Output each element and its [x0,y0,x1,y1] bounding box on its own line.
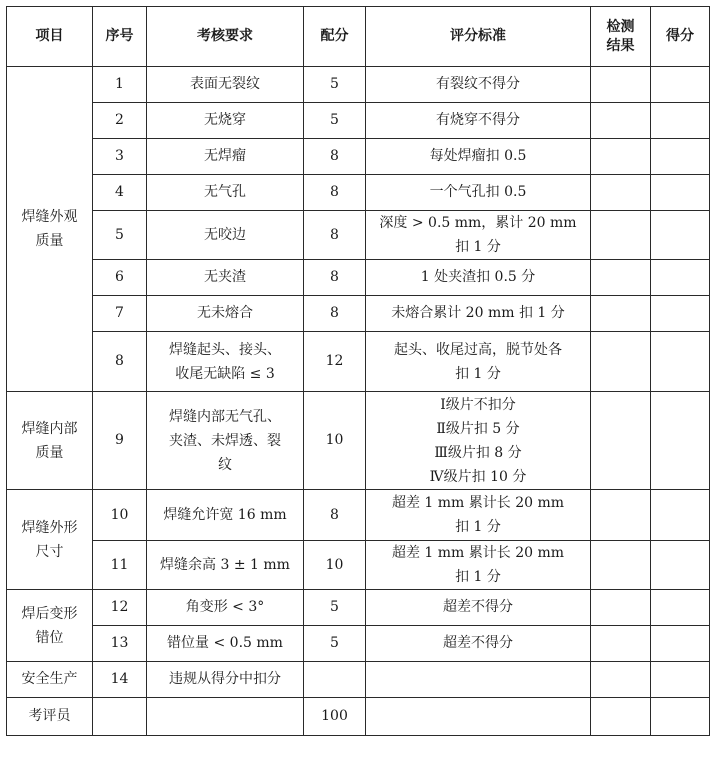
examiner-row [7,698,710,736]
obtained-cell[interactable] [651,67,710,103]
header-no: 序号 [93,7,147,67]
result-cell[interactable] [591,392,651,490]
scoring-table [6,6,710,736]
row-score: 8 [304,175,366,211]
group-safety: 安全生产 [7,662,93,698]
row-criteria: 有裂纹不得分 [366,67,591,103]
row-score: 5 [304,67,366,103]
result-cell[interactable] [591,626,651,662]
row-criteria: 超差不得分 [366,590,591,626]
table-row [7,662,710,698]
row-score: 8 [304,296,366,332]
obtained-cell[interactable] [651,662,710,698]
row-criteria [366,662,591,698]
table-row [7,67,710,103]
result-cell[interactable] [591,296,651,332]
row-no: 4 [93,175,147,211]
row-no: 6 [93,260,147,296]
obtained-cell[interactable] [651,392,710,490]
table-row [7,332,710,392]
row-criteria: 每处焊瘤扣 0.5 [366,139,591,175]
result-cell[interactable] [591,332,651,392]
row-requirement: 焊缝余高 3 ± 1 mm [147,541,304,590]
obtained-cell[interactable] [651,541,710,590]
obtained-cell[interactable] [651,590,710,626]
row-requirement: 焊缝允许宽 16 mm [147,490,304,541]
result-cell[interactable] [591,260,651,296]
total-score: 100 [304,698,366,736]
examiner-no-cell[interactable] [93,698,147,736]
table-row [7,392,710,490]
row-requirement: 错位量 < 0.5 mm [147,626,304,662]
header-score: 配分 [304,7,366,67]
header-obtained: 得分 [651,7,710,67]
group-internal: 焊缝内部 质量 [7,392,93,490]
row-criteria: 未熔合累计 20 mm 扣 1 分 [366,296,591,332]
header-item: 项目 [7,7,93,67]
row-requirement: 无焊瘤 [147,139,304,175]
header-result: 检测 结果 [591,7,651,67]
row-requirement: 违规从得分中扣分 [147,662,304,698]
row-score: 8 [304,139,366,175]
row-no: 12 [93,590,147,626]
obtained-cell[interactable] [651,626,710,662]
header-criteria: 评分标准 [366,7,591,67]
row-requirement: 无未熔合 [147,296,304,332]
row-no: 1 [93,67,147,103]
row-score [304,662,366,698]
table-row [7,139,710,175]
row-criteria: Ⅰ级片不扣分 Ⅱ级片扣 5 分 Ⅲ级片扣 8 分 Ⅳ级片扣 10 分 [366,392,591,490]
group-appearance: 焊缝外观 质量 [7,67,93,392]
obtained-cell[interactable] [651,296,710,332]
obtained-cell[interactable] [651,139,710,175]
row-criteria: 超差 1 mm 累计长 20 mm 扣 1 分 [366,541,591,590]
row-score: 8 [304,211,366,260]
row-criteria: 有烧穿不得分 [366,103,591,139]
examiner-requirement-cell[interactable] [147,698,304,736]
row-requirement: 无烧穿 [147,103,304,139]
row-no: 11 [93,541,147,590]
row-no: 14 [93,662,147,698]
result-cell[interactable] [591,662,651,698]
row-no: 7 [93,296,147,332]
table-row [7,590,710,626]
result-cell[interactable] [591,67,651,103]
row-criteria: 起头、收尾过高，脱节处各 扣 1 分 [366,332,591,392]
row-requirement: 无咬边 [147,211,304,260]
row-requirement: 表面无裂纹 [147,67,304,103]
result-cell[interactable] [591,103,651,139]
obtained-cell[interactable] [651,103,710,139]
result-cell[interactable] [591,175,651,211]
row-no: 8 [93,332,147,392]
group-shape: 焊缝外形 尺寸 [7,490,93,590]
row-score: 10 [304,541,366,590]
header-row [7,7,710,67]
row-no: 9 [93,392,147,490]
row-score: 10 [304,392,366,490]
table-row [7,541,710,590]
row-requirement: 角变形 < 3° [147,590,304,626]
row-criteria: 1 处夹渣扣 0.5 分 [366,260,591,296]
row-criteria: 一个气孔扣 0.5 [366,175,591,211]
row-score: 5 [304,590,366,626]
result-cell[interactable] [591,590,651,626]
row-requirement: 无气孔 [147,175,304,211]
obtained-cell[interactable] [651,260,710,296]
obtained-cell[interactable] [651,490,710,541]
table-row [7,490,710,541]
row-requirement: 焊缝起头、接头、 收尾无缺陷 ≤ 3 [147,332,304,392]
examiner-criteria-cell[interactable] [366,698,591,736]
row-criteria: 超差不得分 [366,626,591,662]
obtained-cell[interactable] [651,698,710,736]
result-cell[interactable] [591,698,651,736]
row-criteria: 深度 > 0.5 mm，累计 20 mm 扣 1 分 [366,211,591,260]
obtained-cell[interactable] [651,211,710,260]
table-row [7,260,710,296]
group-deform: 焊后变形 错位 [7,590,93,662]
table-row [7,103,710,139]
obtained-cell[interactable] [651,175,710,211]
result-cell[interactable] [591,541,651,590]
examiner-label: 考评员 [7,698,93,736]
row-no: 2 [93,103,147,139]
result-cell[interactable] [591,139,651,175]
row-score: 5 [304,626,366,662]
row-no: 5 [93,211,147,260]
row-score: 8 [304,260,366,296]
table-row [7,626,710,662]
row-requirement: 无夹渣 [147,260,304,296]
header-requirement: 考核要求 [147,7,304,67]
table-row [7,175,710,211]
row-score: 12 [304,332,366,392]
table-row [7,211,710,260]
row-requirement: 焊缝内部无气孔、 夹渣、未焊透、裂 纹 [147,392,304,490]
row-no: 13 [93,626,147,662]
obtained-cell[interactable] [651,332,710,392]
row-score: 8 [304,490,366,541]
row-score: 5 [304,103,366,139]
row-no: 10 [93,490,147,541]
row-criteria: 超差 1 mm 累计长 20 mm 扣 1 分 [366,490,591,541]
row-no: 3 [93,139,147,175]
result-cell[interactable] [591,490,651,541]
table-row [7,296,710,332]
result-cell[interactable] [591,211,651,260]
